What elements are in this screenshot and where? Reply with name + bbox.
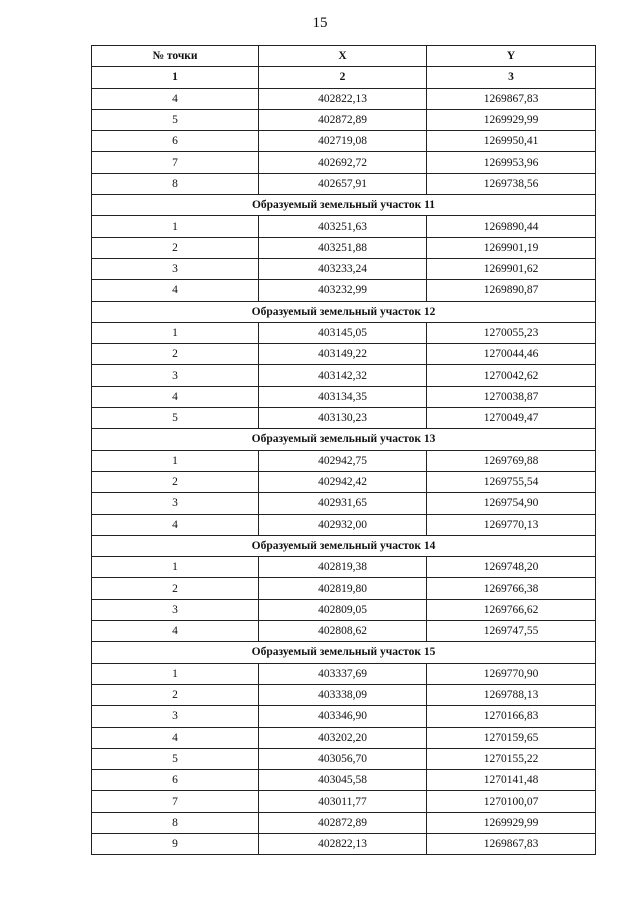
- table-row: [92, 621, 596, 642]
- point-number-cell: 6: [92, 131, 259, 152]
- point-number-cell: 7: [92, 791, 259, 812]
- point-number-cell: 8: [92, 173, 259, 194]
- table-row: [92, 280, 596, 301]
- x-cell: 402822,13: [259, 88, 427, 109]
- x-cell: 402809,05: [259, 599, 427, 620]
- y-cell: 1269890,44: [427, 216, 596, 237]
- y-cell: 1269769,88: [427, 450, 596, 471]
- table-row: [92, 173, 596, 194]
- y-cell: 1269755,54: [427, 471, 596, 492]
- y-cell: 1269867,83: [427, 88, 596, 109]
- x-cell: 403338,09: [259, 684, 427, 705]
- x-cell: 403045,58: [259, 770, 427, 791]
- section-title: Образуемый земельный участок 13: [92, 429, 596, 450]
- x-cell: 403145,05: [259, 322, 427, 343]
- x-cell: 403202,20: [259, 727, 427, 748]
- point-number-cell: 1: [92, 216, 259, 237]
- y-cell: 1270155,22: [427, 748, 596, 769]
- x-cell: 403142,32: [259, 365, 427, 386]
- table-row: [92, 131, 596, 152]
- y-cell: 1269953,96: [427, 152, 596, 173]
- table-row: [92, 344, 596, 365]
- x-cell: 403251,63: [259, 216, 427, 237]
- point-number-cell: 3: [92, 365, 259, 386]
- y-cell: 1270159,65: [427, 727, 596, 748]
- coordinates-table: [91, 45, 596, 855]
- point-number-cell: 3: [92, 706, 259, 727]
- x-cell: 403134,35: [259, 386, 427, 407]
- section-heading-row: [92, 429, 596, 450]
- point-number-cell: 4: [92, 88, 259, 109]
- column-number-2: 2: [259, 67, 427, 88]
- point-number-cell: 3: [92, 493, 259, 514]
- section-title: Образуемый земельный участок 12: [92, 301, 596, 322]
- table-row: [92, 152, 596, 173]
- y-cell: 1269788,13: [427, 684, 596, 705]
- point-number-cell: 2: [92, 578, 259, 599]
- point-number-cell: 6: [92, 770, 259, 791]
- y-cell: 1270141,48: [427, 770, 596, 791]
- y-cell: 1269770,90: [427, 663, 596, 684]
- point-number-cell: 2: [92, 237, 259, 258]
- x-cell: 403011,77: [259, 791, 427, 812]
- table-row: [92, 88, 596, 109]
- table-row: [92, 471, 596, 492]
- y-cell: 1269747,55: [427, 621, 596, 642]
- point-number-cell: 1: [92, 557, 259, 578]
- table-row: [92, 684, 596, 705]
- point-number-cell: 8: [92, 812, 259, 833]
- y-cell: 1269748,20: [427, 557, 596, 578]
- table-row: [92, 237, 596, 258]
- point-number-cell: 1: [92, 663, 259, 684]
- table-row: [92, 748, 596, 769]
- table-row: [92, 408, 596, 429]
- header-point-number: № точки: [92, 46, 259, 67]
- section-heading-row: [92, 301, 596, 322]
- x-cell: 402872,89: [259, 109, 427, 130]
- x-cell: 402819,38: [259, 557, 427, 578]
- point-number-cell: 2: [92, 344, 259, 365]
- point-number-cell: 5: [92, 109, 259, 130]
- x-cell: 402931,65: [259, 493, 427, 514]
- y-cell: 1269901,62: [427, 258, 596, 279]
- table-row: [92, 514, 596, 535]
- x-cell: 402942,42: [259, 471, 427, 492]
- table-row: [92, 493, 596, 514]
- y-cell: 1269766,38: [427, 578, 596, 599]
- x-cell: 403130,23: [259, 408, 427, 429]
- x-cell: 402932,00: [259, 514, 427, 535]
- y-cell: 1269901,19: [427, 237, 596, 258]
- point-number-cell: 4: [92, 621, 259, 642]
- table-row: [92, 706, 596, 727]
- y-cell: 1270038,87: [427, 386, 596, 407]
- section-title: Образуемый земельный участок 15: [92, 642, 596, 663]
- point-number-cell: 7: [92, 152, 259, 173]
- table-row: [92, 216, 596, 237]
- y-cell: 1269890,87: [427, 280, 596, 301]
- x-cell: 403149,22: [259, 344, 427, 365]
- y-cell: 1269950,41: [427, 131, 596, 152]
- point-number-cell: 5: [92, 408, 259, 429]
- point-number-cell: 5: [92, 748, 259, 769]
- y-cell: 1269754,90: [427, 493, 596, 514]
- x-cell: 402657,91: [259, 173, 427, 194]
- x-cell: 402808,62: [259, 621, 427, 642]
- point-number-cell: 4: [92, 727, 259, 748]
- table-row: [92, 599, 596, 620]
- x-cell: 403233,24: [259, 258, 427, 279]
- point-number-cell: 4: [92, 514, 259, 535]
- table-row: [92, 258, 596, 279]
- point-number-cell: 2: [92, 684, 259, 705]
- header-x: X: [259, 46, 427, 67]
- section-heading-row: [92, 535, 596, 556]
- x-cell: 402819,80: [259, 578, 427, 599]
- y-cell: 1269929,99: [427, 109, 596, 130]
- section-heading-row: [92, 642, 596, 663]
- table-row: [92, 663, 596, 684]
- section-title: Образуемый земельный участок 11: [92, 195, 596, 216]
- y-cell: 1269929,99: [427, 812, 596, 833]
- point-number-cell: 4: [92, 386, 259, 407]
- x-cell: 403251,88: [259, 237, 427, 258]
- x-cell: 402942,75: [259, 450, 427, 471]
- y-cell: 1270049,47: [427, 408, 596, 429]
- x-cell: 403346,90: [259, 706, 427, 727]
- y-cell: 1269770,13: [427, 514, 596, 535]
- table-row: [92, 322, 596, 343]
- y-cell: 1269867,83: [427, 833, 596, 854]
- x-cell: 402692,72: [259, 152, 427, 173]
- section-heading-row: [92, 195, 596, 216]
- point-number-cell: 9: [92, 833, 259, 854]
- point-number-cell: 3: [92, 258, 259, 279]
- page-number: 15: [312, 15, 328, 31]
- table-row: [92, 727, 596, 748]
- table-row: [92, 386, 596, 407]
- y-cell: 1270100,07: [427, 791, 596, 812]
- table-row: [92, 770, 596, 791]
- point-number-cell: 2: [92, 471, 259, 492]
- y-cell: 1269738,56: [427, 173, 596, 194]
- column-number-1: 1: [92, 67, 259, 88]
- section-title: Образуемый земельный участок 14: [92, 535, 596, 556]
- header-y: Y: [427, 46, 596, 67]
- table-body: [92, 67, 596, 855]
- x-cell: 402719,08: [259, 131, 427, 152]
- table-row: [92, 365, 596, 386]
- x-cell: 403056,70: [259, 748, 427, 769]
- y-cell: 1270042,62: [427, 365, 596, 386]
- x-cell: 402872,89: [259, 812, 427, 833]
- point-number-cell: 1: [92, 322, 259, 343]
- x-cell: 403232,99: [259, 280, 427, 301]
- point-number-cell: 4: [92, 280, 259, 301]
- y-cell: 1270166,83: [427, 706, 596, 727]
- table-row: [92, 833, 596, 854]
- table-row: [92, 450, 596, 471]
- y-cell: 1270044,46: [427, 344, 596, 365]
- table-row: [92, 812, 596, 833]
- column-number-3: 3: [427, 67, 596, 88]
- x-cell: 402822,13: [259, 833, 427, 854]
- y-cell: 1269766,62: [427, 599, 596, 620]
- table-header-row: [92, 46, 596, 67]
- y-cell: 1270055,23: [427, 322, 596, 343]
- x-cell: 403337,69: [259, 663, 427, 684]
- table-row: [92, 109, 596, 130]
- column-number-row: [92, 67, 596, 88]
- table-row: [92, 791, 596, 812]
- point-number-cell: 1: [92, 450, 259, 471]
- table-row: [92, 557, 596, 578]
- table-row: [92, 578, 596, 599]
- point-number-cell: 3: [92, 599, 259, 620]
